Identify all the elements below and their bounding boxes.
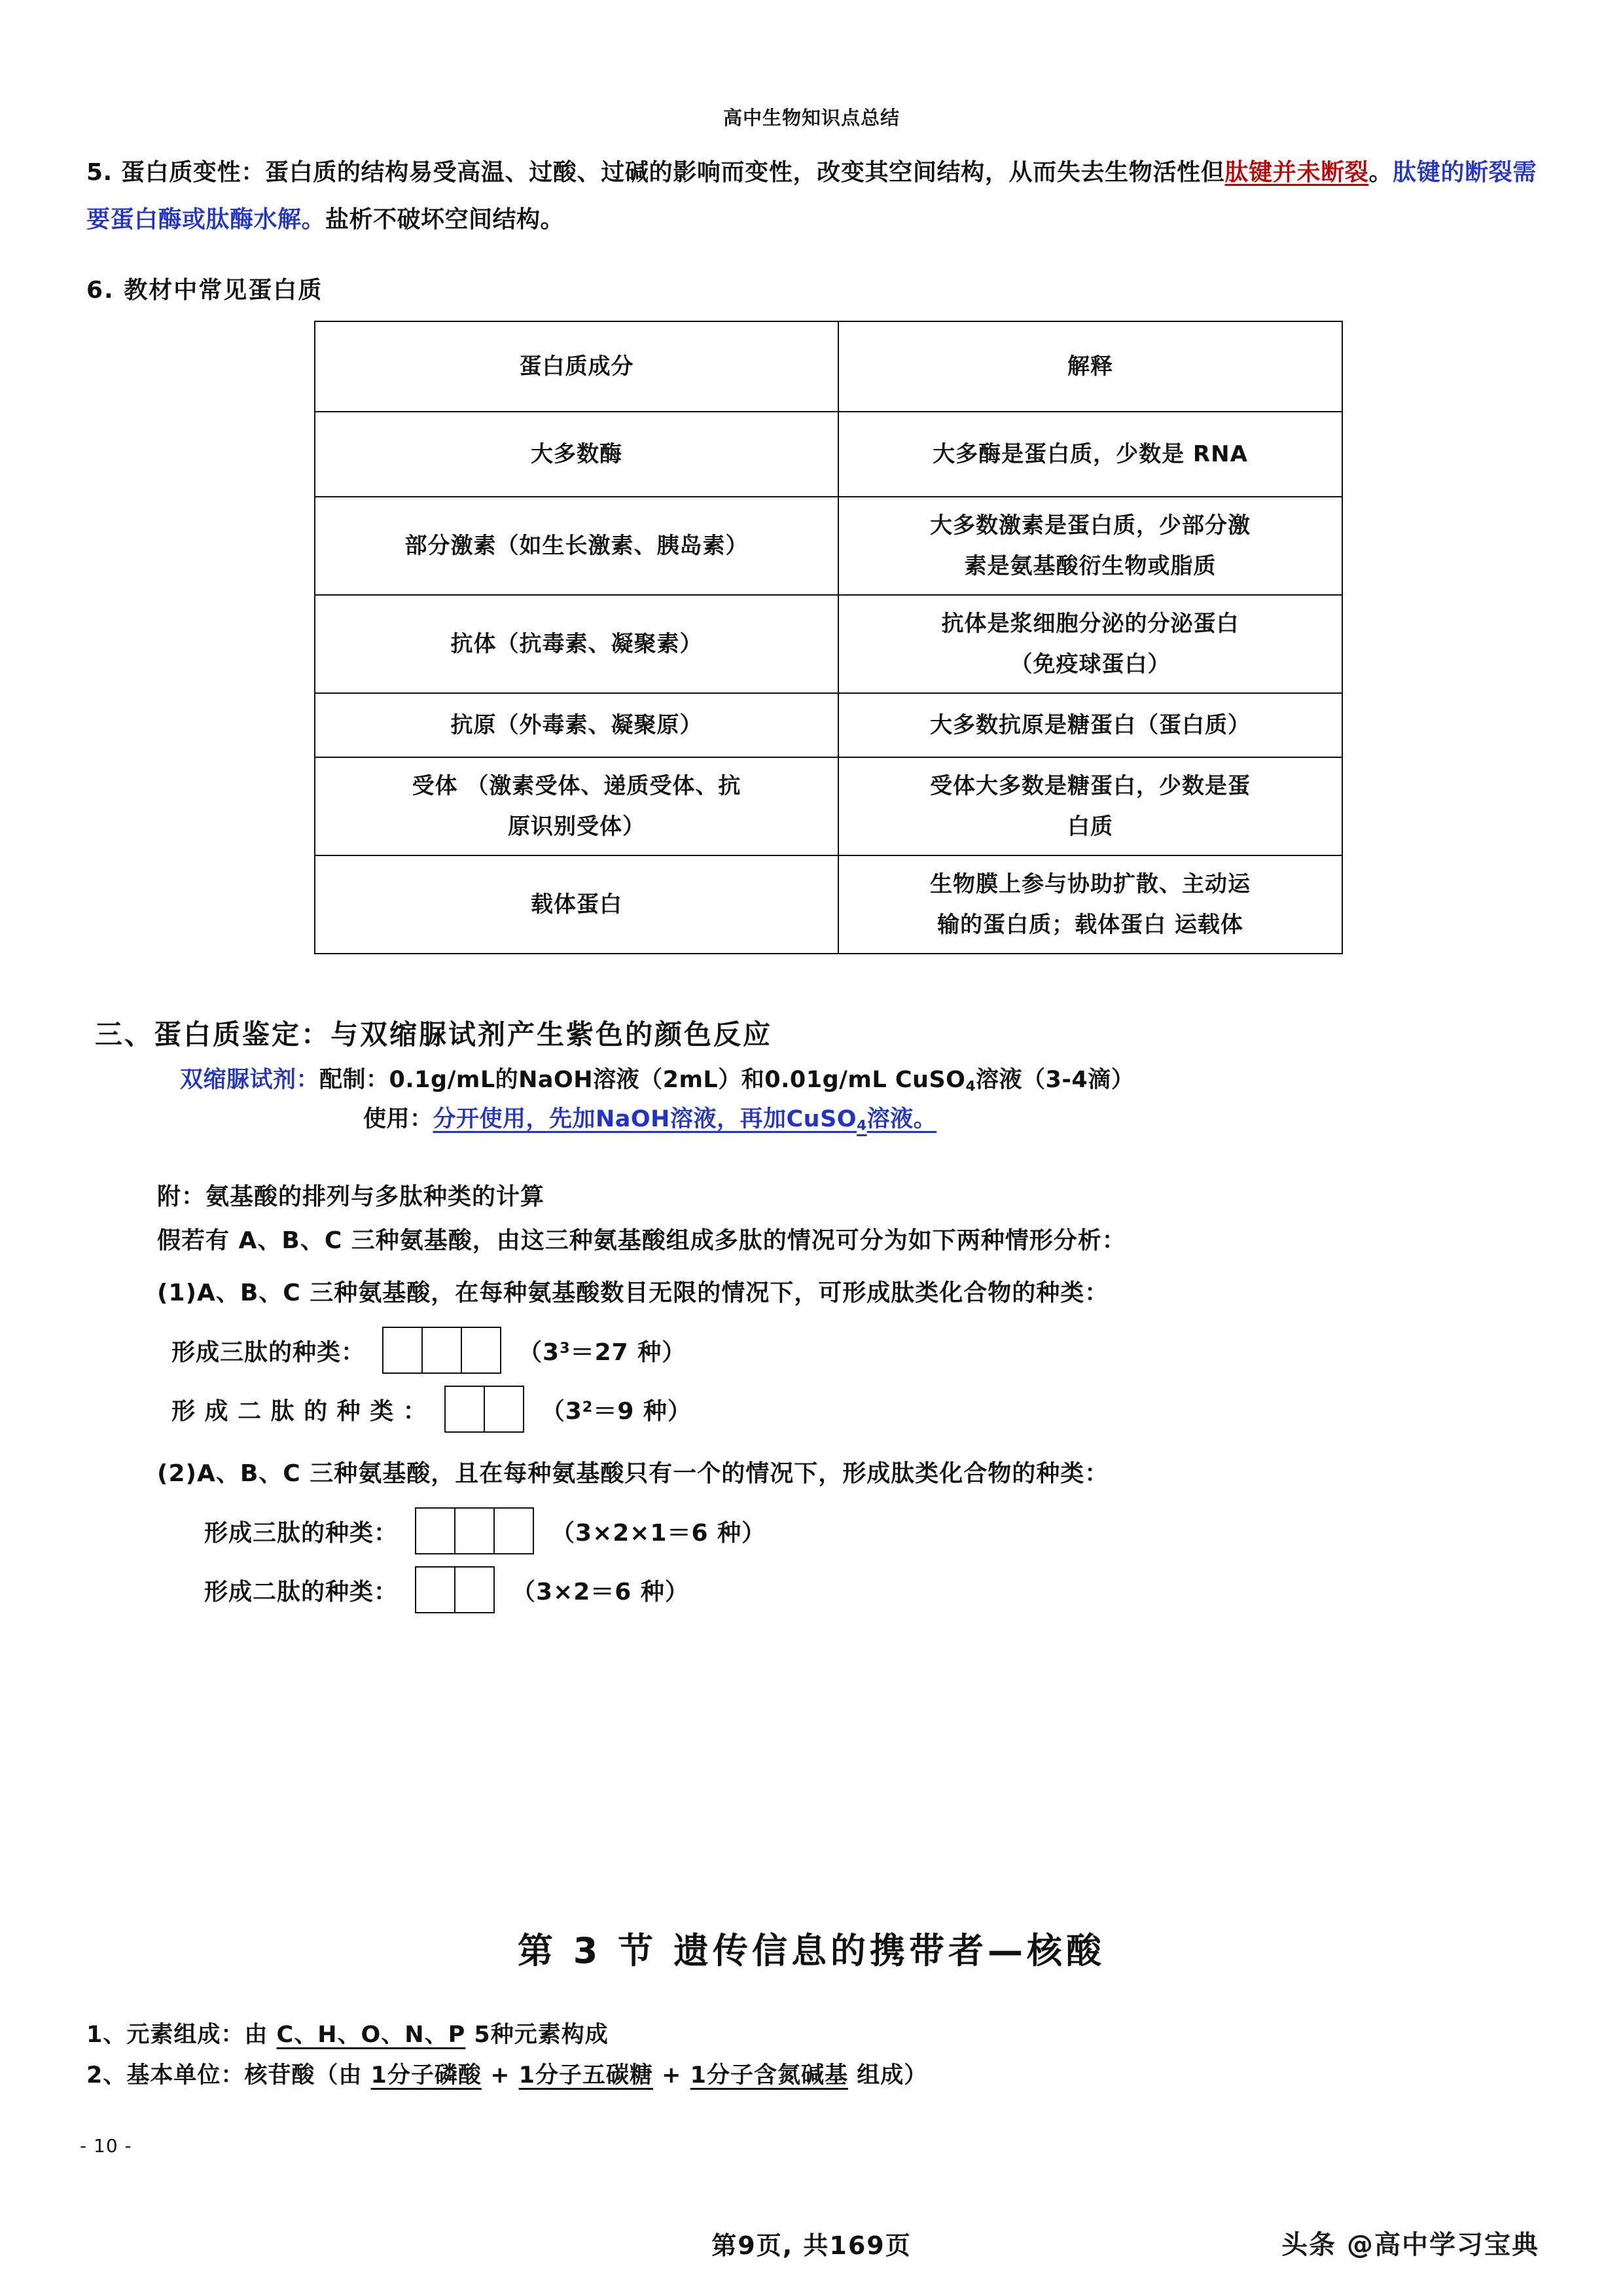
table-cell-name: 载体蛋白 (315, 855, 838, 954)
use-text-b: 溶液。 (866, 1106, 937, 1132)
formula-expr-base: （3×2×1＝6 种） (551, 1519, 766, 1547)
peptide-box (415, 1566, 455, 1613)
formula-expression (551, 1515, 766, 1548)
footer-page-count: 第9页, 共169页 (711, 2231, 912, 2260)
table-cell-explain-line1: 大多酶是蛋白质，少数是 RNA (933, 441, 1248, 467)
watermark: 头条 @高中学习宝典 (1281, 2230, 1539, 2260)
table-header-component: 蛋白质成分 (315, 321, 838, 412)
nucleic-item-2-lead: 2、基本单位： (86, 2062, 245, 2089)
reagent-use-line (363, 1101, 936, 1134)
table-header-explanation: 解释 (838, 321, 1342, 412)
table-cell-name-line2: 原识别受体） (508, 814, 645, 840)
formula-row-case1-tripeptide (171, 1327, 1453, 1374)
formula-row-case1-dipeptide (171, 1386, 1453, 1433)
reagent-prepare-line (180, 1062, 1134, 1094)
nucleic-item-1-underline: C、H、O、N、P (276, 2022, 466, 2048)
peptide-box (382, 1327, 423, 1374)
table-cell-explain-line2: （免疫球蛋白） (1010, 651, 1171, 677)
table-row (315, 855, 1342, 954)
formula-label: 形成二肽的种类： (204, 1578, 399, 1605)
peptide-boxes-3 (415, 1507, 534, 1554)
formula-expr-rest: ＝9 种） (593, 1397, 692, 1425)
peptide-boxes-3 (382, 1327, 501, 1374)
item-5-paragraph (86, 149, 1537, 243)
appendix-intro: 假若有 A、B、C 三种氨基酸，由这三种氨基酸组成多肽的情况可分为如下两种情形分析： (157, 1227, 1126, 1254)
prepare-label: 配制： (319, 1067, 389, 1093)
formula-expression (541, 1393, 692, 1426)
use-text-a: 分开使用，先加NaOH溶液，再加CuSO (433, 1106, 857, 1132)
table-cell-explain-line1: 抗体是浆细胞分泌的分泌蛋白 (941, 611, 1240, 637)
formula-expression (512, 1573, 689, 1607)
nucleic-item-2-b: + (481, 2062, 519, 2089)
formula-row-case2-tripeptide (204, 1507, 1453, 1554)
nucleic-item-2-u2: 1分子五碳糖 (518, 2062, 653, 2089)
table-header-row (315, 321, 1342, 412)
table-cell-explain (838, 855, 1342, 954)
appendix-case1-text: (1)A、B、C 三种氨基酸，在每种氨基酸数目无限的情况下，可形成肽类化合物的种类： (157, 1280, 1109, 1306)
peptide-box (454, 1566, 495, 1613)
formula-label: 形成三肽的种类： (171, 1338, 366, 1366)
table-cell-explain (838, 757, 1342, 855)
table-cell-explain-line1: 受体大多数是糖蛋白，少数是蛋 (930, 773, 1251, 799)
table-cell-explain-line2: 素是氨基酸衍生物或脂质 (964, 553, 1217, 579)
formula-expression (518, 1334, 686, 1367)
peptide-boxes-2 (444, 1386, 524, 1433)
table-cell-explain-line1: 生物膜上参与协助扩散、主动运 (930, 871, 1251, 897)
item-6-label: 6. 教材中常见蛋白质 (86, 277, 323, 304)
table-row (315, 595, 1342, 693)
item-5-block (86, 149, 1537, 243)
appendix-block (157, 1178, 1453, 1617)
table-cell-explain-line1: 大多数激素是蛋白质，少部分激 (930, 512, 1251, 539)
table-cell-name: 大多数酶 (315, 412, 838, 497)
item-5-text-3: 盐析不破坏空间结构。 (325, 206, 565, 233)
nucleic-item-1-plain: 由 (244, 2022, 277, 2048)
formula-expr-base: （3 (518, 1338, 560, 1366)
peptide-box (444, 1386, 485, 1433)
peptide-box (415, 1507, 455, 1554)
nucleic-item-2-d: 组成） (848, 2062, 928, 2089)
formula-expr-sup: 2 (582, 1398, 594, 1416)
table-cell-explain-line2: 白质 (1067, 814, 1113, 840)
table-row (315, 497, 1342, 595)
item-5-red-text: 肽键并未断裂 (1224, 159, 1369, 186)
formula-label: 形 成 二 肽 的 种 类 ： (171, 1397, 427, 1425)
nucleic-item-2-a: 核苷酸（由 (244, 2062, 371, 2089)
item-5-text-1: 蛋白质的结构易受高温、过酸、过碱的影响而变性，改变其空间结构，从而失去生物活性但 (264, 159, 1225, 186)
use-subscript: 4 (857, 1117, 867, 1134)
running-header: 高中生物知识点总结 (722, 107, 900, 129)
peptide-box (484, 1386, 524, 1433)
table-cell-explain (838, 497, 1342, 595)
table-cell-explain (838, 595, 1342, 693)
nucleic-item-1 (86, 2015, 1537, 2055)
formula-expr-base: （3 (541, 1397, 582, 1425)
protein-table-wrapper (314, 321, 1304, 954)
reagent-label: 双缩脲试剂： (180, 1067, 320, 1093)
table-cell-explain-line1: 大多数抗原是糖蛋白（蛋白质） (930, 712, 1251, 738)
table-cell-name (315, 757, 838, 855)
table-cell-explain (838, 412, 1342, 497)
item-5-blue-text: 肽键的断裂需要蛋白酶或肽酶水解。 (86, 159, 1537, 233)
protein-table (314, 321, 1343, 954)
table-cell-name: 抗原（外毒素、凝聚原） (315, 693, 838, 757)
nucleic-item-2-u1: 1分子磷酸 (370, 2062, 482, 2089)
item-5-text-2: 。 (1368, 159, 1393, 186)
peptide-box (454, 1507, 495, 1554)
formula-expr-sup: 3 (560, 1339, 571, 1357)
prepare-text-b: 溶液（3-4滴） (976, 1067, 1135, 1093)
peptide-box (421, 1327, 462, 1374)
table-cell-explain-line2: 输的蛋白质；载体蛋白 运载体 (937, 912, 1243, 938)
section-3-heading: 三、蛋白质鉴定：与双缩脲试剂产生紫色的颜色反应 (95, 1018, 773, 1050)
table-row (315, 757, 1342, 855)
use-label: 使用： (363, 1106, 433, 1132)
peptide-box (493, 1507, 534, 1554)
formula-row-case2-dipeptide (204, 1566, 1453, 1613)
appendix-title: 附：氨基酸的排列与多肽种类的计算 (157, 1183, 545, 1210)
table-row (315, 693, 1342, 757)
table-cell-name: 部分激素（如生长激素、胰岛素） (315, 497, 838, 595)
formula-expr-rest: ＝27 种） (570, 1338, 687, 1366)
chapter-title: 第 3 节 遗传信息的携带者—核酸 (518, 1930, 1105, 1971)
nucleic-item-2-c: + (652, 2062, 690, 2089)
formula-label: 形成三肽的种类： (204, 1519, 399, 1547)
nucleic-item-2 (86, 2055, 1537, 2096)
table-row (315, 412, 1342, 497)
prepare-text-a: 0.1g/mL的NaOH溶液（2mL）和0.01g/mL CuSO (389, 1067, 966, 1093)
nucleic-item-1-lead: 1、元素组成： (86, 2022, 245, 2048)
nucleic-item-1-tail: 5种元素构成 (465, 2022, 609, 2048)
nucleic-item-2-u3: 1分子含氮碱基 (690, 2062, 849, 2089)
peptide-box (461, 1327, 501, 1374)
page-mark: - 10 - (80, 2135, 132, 2157)
table-cell-explain (838, 693, 1342, 757)
item-5-lead: 5. 蛋白质变性： (86, 159, 265, 186)
formula-expr-base: （3×2＝6 种） (512, 1578, 689, 1605)
prepare-subscript: 4 (965, 1078, 976, 1095)
table-cell-name: 抗体（抗毒素、凝聚素） (315, 595, 838, 693)
nucleic-acid-block (86, 2015, 1537, 2096)
table-cell-name-line1: 受体 （激素受体、递质受体、抗 (412, 773, 741, 799)
peptide-boxes-2 (415, 1566, 495, 1613)
appendix-case2-text: (2)A、B、C 三种氨基酸，且在每种氨基酸只有一个的情况下，形成肽类化合物的种类： (157, 1460, 1109, 1487)
